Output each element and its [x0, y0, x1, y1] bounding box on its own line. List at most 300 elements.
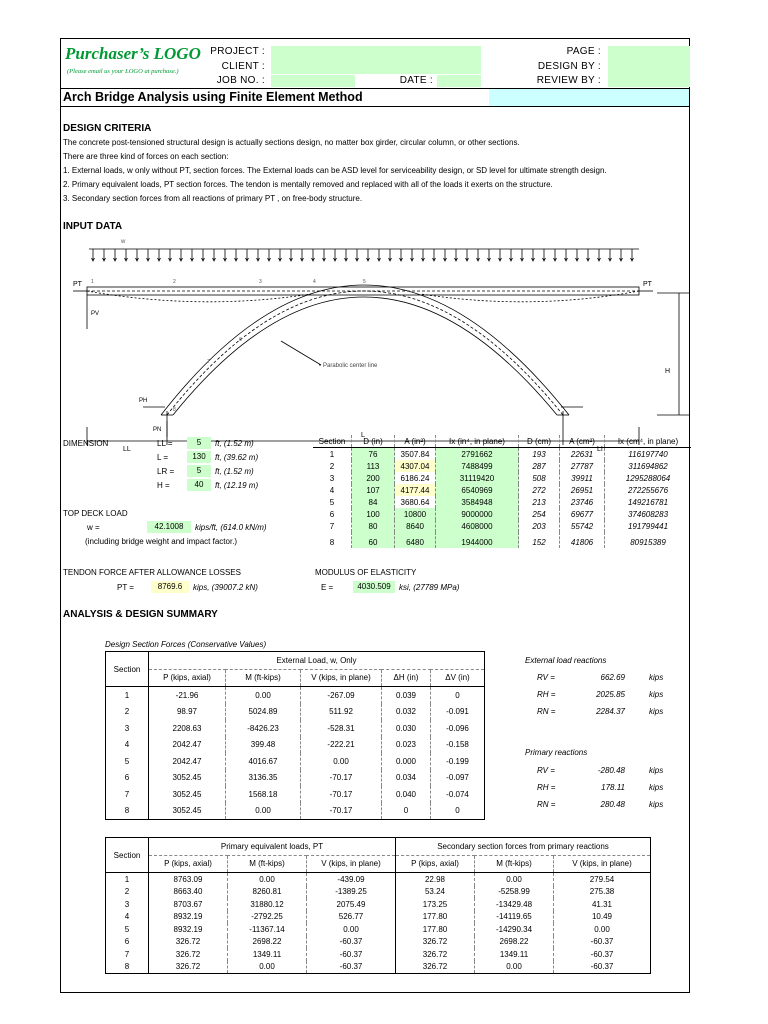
table-cell: 254	[519, 508, 560, 520]
table-cell: 0.030	[382, 720, 431, 737]
table-cell: 508	[519, 472, 560, 484]
reaction-unit: kips	[649, 673, 664, 682]
node-label: 8	[173, 407, 176, 413]
label-ll-left: LL	[123, 446, 131, 453]
table-cell: 3052.45	[149, 803, 226, 820]
table-row	[106, 704, 485, 721]
table-header-row	[313, 435, 691, 448]
design-criteria-heading: DESIGN CRITERIA	[63, 123, 152, 134]
col-header: Section	[313, 435, 352, 448]
table-cell: 53.24	[396, 886, 475, 899]
table-cell: -0.074	[446, 789, 469, 799]
table-cell: 0.00	[475, 961, 554, 974]
dim-unit: ft, (1.52 m)	[215, 467, 254, 476]
table-cell: -0.096	[446, 723, 469, 733]
table-cell: 0.00	[301, 753, 382, 770]
table-cell: 4016.67	[226, 753, 301, 770]
title-cyan-band	[489, 89, 689, 106]
table-cell: 41.31	[591, 899, 613, 909]
jobno-field[interactable]	[271, 75, 355, 87]
col-header: Ix (in⁴, in plane)	[436, 435, 519, 448]
table-cell: 326.72	[149, 961, 228, 974]
table-cell: 80915389	[630, 537, 666, 547]
table-cell: -0.097	[446, 773, 469, 783]
table-cell: 272255676	[627, 485, 669, 495]
col-header: Ix (cm⁴, in plane)	[605, 435, 692, 448]
e-label: E =	[321, 583, 334, 592]
reaction-value: 178.11	[601, 783, 625, 792]
dim-value-h[interactable]: 40	[187, 479, 211, 491]
table-cell: 326.72	[396, 948, 475, 961]
reaction-value: 280.48	[600, 800, 625, 809]
table-cell: -60.37	[590, 962, 614, 972]
table-cell: 0.023	[382, 737, 431, 754]
table-cell: 1295288064	[625, 473, 671, 483]
table-cell: 173.25	[396, 898, 475, 911]
primary-secondary-forces-table	[105, 837, 651, 974]
w-unit: kips/ft, (614.0 kN/m)	[195, 523, 267, 532]
node-label: 3	[259, 279, 262, 285]
table-cell: 8260.81	[228, 886, 307, 899]
col-header: A (in²)	[395, 435, 436, 448]
table-row	[313, 496, 691, 508]
page-design-review-fields[interactable]	[608, 46, 690, 87]
worksheet	[60, 38, 690, 993]
table-cell[interactable]: 7488499	[436, 460, 519, 472]
page-label: PAGE :	[566, 46, 601, 57]
table-cell: 0.00	[228, 873, 307, 886]
table-cell: 0.00	[226, 803, 301, 820]
table-cell: 1349.11	[228, 948, 307, 961]
table-cell: 326.72	[149, 948, 228, 961]
table-cell: 6	[106, 770, 149, 787]
table-cell: 5024.89	[226, 704, 301, 721]
table-cell: 526.77	[307, 911, 396, 924]
label-h: H	[665, 368, 671, 375]
node-label: 7	[207, 359, 210, 365]
col-header: V (kips, in plane)	[301, 669, 382, 687]
table-cell: -0.091	[446, 707, 469, 717]
table-cell: 39911	[560, 472, 605, 484]
table-cell: -13429.48	[475, 898, 554, 911]
table-row	[106, 948, 651, 961]
table-cell[interactable]: 6480	[395, 532, 436, 548]
table-cell[interactable]: 6540969	[436, 484, 519, 496]
pt-label: PT =	[117, 583, 134, 592]
title-bar	[61, 88, 689, 107]
table-cell[interactable]: 60	[352, 532, 395, 548]
criteria-line: The concrete post-tensioned structural design is actually sections design, no matter box girder, circular column, or other sections.	[63, 138, 520, 147]
reaction-name: RH =	[537, 783, 556, 792]
table-cell: 0.032	[382, 704, 431, 721]
prim-reactions-caption: Primary reactions	[525, 748, 588, 757]
node-label: 4	[313, 279, 316, 285]
table-cell: 8663.40	[149, 886, 228, 899]
table-cell[interactable]: 1944000	[436, 532, 519, 548]
table-cell: 287	[519, 460, 560, 472]
client-label: CLIENT :	[221, 61, 265, 72]
reaction-unit: kips	[649, 800, 664, 809]
designby-label: DESIGN BY :	[537, 61, 601, 72]
table-row	[313, 508, 691, 520]
table-row	[313, 472, 691, 484]
table-row	[106, 687, 485, 704]
table-row	[313, 484, 691, 496]
pt-value[interactable]: 8769.6	[151, 581, 189, 593]
table-cell: 1	[313, 448, 352, 461]
node-label: 1	[91, 279, 94, 285]
pt-unit: kips, (39007.2 kN)	[193, 583, 258, 592]
table-row	[106, 873, 651, 886]
criteria-line: There are three kind of forces on each section:	[63, 152, 229, 161]
table-cell: 1	[106, 873, 149, 886]
dim-value-ll[interactable]: 5	[187, 437, 211, 449]
reviewby-label: REVIEW BY :	[536, 75, 601, 86]
reaction-name: RV =	[537, 673, 555, 682]
table-cell: 3	[106, 898, 149, 911]
table-cell: -0.199	[446, 756, 469, 766]
table-cell[interactable]: 8640	[395, 520, 436, 532]
table-cell: 311694862	[628, 461, 668, 471]
table-row	[106, 936, 651, 949]
table-cell: 2042.47	[149, 737, 226, 754]
table-cell: 6	[106, 936, 149, 949]
table-cell: 8703.67	[149, 898, 228, 911]
node-label: 6	[239, 337, 242, 343]
table-cell: -21.96	[149, 687, 226, 704]
dim-unit: ft, (39.62 m)	[215, 453, 259, 462]
table-row	[106, 770, 485, 787]
criteria-line: 2. Primary equivalent loads, PT section forces. The tendon is mentally removed and replaced with all of the loads it exerts on the structure.	[63, 180, 553, 189]
table-row	[313, 532, 691, 548]
table-cell: 0	[382, 803, 431, 820]
table-cell: 193	[519, 448, 560, 461]
table-cell: 0.00	[228, 961, 307, 974]
table-cell: -60.37	[307, 948, 396, 961]
dimension-label: DIMENSION	[63, 439, 109, 448]
table-cell: 26951	[560, 484, 605, 496]
label-ph: PH	[139, 398, 148, 404]
col-header: V (kips, in plane)	[307, 855, 396, 873]
page-title: Arch Bridge Analysis using Finite Element Method	[63, 90, 363, 104]
table-cell: 5	[106, 753, 149, 770]
node-label: 2	[173, 279, 176, 285]
table-cell: 272	[519, 484, 560, 496]
col-header: P (kips, axial)	[396, 855, 475, 873]
summary-heading: ANALYSIS & DESIGN SUMMARY	[63, 609, 218, 620]
table-cell: 8	[106, 803, 149, 820]
table-cell: 3052.45	[149, 770, 226, 787]
table-cell: 4	[106, 911, 149, 924]
col-header: ΔH (in)	[382, 669, 431, 687]
table-cell: 2	[106, 704, 149, 721]
table-cell: 326.72	[396, 936, 475, 949]
e-value[interactable]: 4030.509	[353, 581, 395, 593]
reaction-name: RV =	[537, 766, 555, 775]
table-cell: 279.54	[589, 874, 615, 884]
table-cell: 3	[313, 472, 352, 484]
w-value[interactable]: 42.1008	[147, 521, 191, 533]
table-cell: 3507.84	[395, 448, 436, 461]
table-cell: 98.97	[149, 704, 226, 721]
table-cell[interactable]: 10800	[395, 508, 436, 520]
table-cell: 1349.11	[475, 948, 554, 961]
table-cell[interactable]: 200	[352, 472, 395, 484]
table-cell: 213	[519, 496, 560, 508]
design-criteria-text	[63, 138, 687, 208]
table-cell: 6186.24	[395, 472, 436, 484]
col-header: M (ft-kips)	[226, 669, 301, 687]
table-cell: -60.37	[307, 961, 396, 974]
table-cell: 2698.22	[475, 936, 554, 949]
table-row	[106, 923, 651, 936]
table-cell: -5258.99	[475, 886, 554, 899]
table-cell: -14119.65	[475, 911, 554, 924]
modulus-label: MODULUS OF ELASTICITY	[315, 568, 417, 577]
table-cell[interactable]: 100	[352, 508, 395, 520]
table-row	[106, 961, 651, 974]
top-deck-note: (including bridge weight and impact factor.)	[85, 537, 238, 546]
table-row	[106, 886, 651, 899]
table-cell: 2698.22	[228, 936, 307, 949]
table-cell[interactable]: 76	[352, 448, 395, 461]
input-data-heading: INPUT DATA	[63, 221, 123, 232]
dim-value-lr[interactable]: 5	[187, 465, 211, 477]
table-cell: 374608283	[627, 509, 669, 519]
table-row	[106, 720, 485, 737]
table-row	[106, 803, 485, 820]
label-parabolic: Parabolic center line	[323, 363, 378, 369]
table-cell: 55742	[560, 520, 605, 532]
label-pt-left: PT	[73, 281, 82, 288]
top-deck-label: TOP DECK LOAD	[63, 509, 128, 518]
table-cell: 10.49	[591, 912, 613, 922]
reaction-value: 662.69	[600, 673, 625, 682]
col-header: V (kips, in plane)	[554, 855, 651, 873]
table-row	[106, 911, 651, 924]
table-cell: 3052.45	[149, 786, 226, 803]
table-row	[106, 786, 485, 803]
e-unit: ksi, (27789 MPa)	[399, 583, 460, 592]
dim-name-h: H =	[157, 481, 170, 490]
table-cell: -70.17	[301, 770, 382, 787]
col-header: M (ft-kips)	[228, 855, 307, 873]
table-cell: 0.00	[475, 873, 554, 886]
table-cell: -14290.34	[475, 923, 554, 936]
dim-name-ll: LL =	[157, 439, 173, 448]
table-cell: -70.17	[301, 786, 382, 803]
table-cell: 41806	[560, 532, 605, 548]
group-header: Primary equivalent loads, PT	[149, 838, 396, 856]
table-row	[313, 460, 691, 472]
table-cell: 2	[313, 460, 352, 472]
reaction-name: RN =	[537, 707, 556, 716]
table-row	[313, 520, 691, 532]
col-header: ΔV (in)	[431, 669, 485, 687]
table-cell: 2042.47	[149, 753, 226, 770]
table-cell: 1568.18	[226, 786, 301, 803]
node-label: 5	[363, 279, 366, 285]
table-cell: 3680.64	[395, 496, 436, 508]
table-cell: 275.38	[589, 887, 615, 897]
project-client-field[interactable]	[271, 46, 481, 74]
table-cell: 7	[106, 948, 149, 961]
label-ll-right: LI	[597, 446, 603, 453]
reaction-unit: kips	[649, 766, 664, 775]
section-properties-table	[313, 435, 691, 548]
table-cell: -267.09	[301, 687, 382, 704]
table-cell: 0.00	[307, 923, 396, 936]
dim-unit: ft, (1.52 m)	[215, 439, 254, 448]
design-section-forces-table	[105, 651, 485, 820]
table-cell[interactable]: 2791662	[436, 448, 519, 461]
table-cell: -70.17	[301, 803, 382, 820]
table-row	[313, 448, 691, 461]
table-cell: -60.37	[590, 949, 614, 959]
table-cell: 4177.44	[395, 484, 436, 496]
table-cell: 116197740	[628, 449, 668, 459]
table-row	[106, 898, 651, 911]
reaction-unit: kips	[649, 707, 664, 716]
ext-reactions-caption: External load reactions	[525, 656, 607, 665]
table-row	[106, 737, 485, 754]
label-pv: PV	[91, 311, 100, 317]
table-cell[interactable]: 84	[352, 496, 395, 508]
table1-caption: Design Section Forces (Conservative Values)	[105, 640, 267, 649]
table-cell: 0.00	[594, 924, 610, 934]
w-label: w =	[87, 523, 100, 532]
table-cell: -11367.14	[228, 923, 307, 936]
col-header: Section	[106, 652, 149, 687]
table-cell: 5	[106, 923, 149, 936]
table-cell: 177.80	[396, 923, 475, 936]
table-cell: 1	[106, 687, 149, 704]
table-cell: 5	[313, 496, 352, 508]
table-cell: 8932.19	[149, 923, 228, 936]
date-field[interactable]	[437, 75, 481, 87]
table-cell: 8763.09	[149, 873, 228, 886]
table-cell[interactable]: 113	[352, 460, 395, 472]
table-cell: 31880.12	[228, 898, 307, 911]
table-cell: 6	[313, 508, 352, 520]
table-cell: 8932.19	[149, 911, 228, 924]
jobno-label: JOB NO. :	[216, 75, 265, 86]
table-cell: 326.72	[396, 961, 475, 974]
table-cell: 4	[313, 484, 352, 496]
reaction-unit: kips	[649, 783, 664, 792]
date-label: DATE :	[399, 75, 433, 86]
table-cell: 23746	[560, 496, 605, 508]
table-cell: -222.21	[301, 737, 382, 754]
table-cell: 3	[106, 720, 149, 737]
table-cell: 4307.04	[395, 460, 436, 472]
table-cell: 8	[106, 961, 149, 974]
table-cell: 326.72	[149, 936, 228, 949]
label-pt-right: PT	[643, 281, 652, 288]
table-cell: -528.31	[301, 720, 382, 737]
dim-unit: ft, (12.19 m)	[215, 481, 259, 490]
label-w: w	[121, 239, 126, 245]
table-cell[interactable]: 107	[352, 484, 395, 496]
table-cell: -60.37	[590, 937, 614, 947]
col-header: D (cm)	[519, 435, 560, 448]
reaction-name: RN =	[537, 800, 556, 809]
table-cell[interactable]: 80	[352, 520, 395, 532]
table-cell: 22.98	[396, 873, 475, 886]
label-pn: PN	[153, 427, 162, 433]
table-cell: 0.000	[382, 753, 431, 770]
table-cell: 0.039	[382, 687, 431, 704]
table-cell: 0.00	[226, 687, 301, 704]
dim-name-lr: LR =	[157, 467, 175, 476]
reaction-unit: kips	[649, 690, 664, 699]
table-cell: 0	[455, 690, 460, 700]
table-cell: 0	[455, 806, 460, 816]
table-cell: -8426.23	[226, 720, 301, 737]
table-cell: 8	[313, 532, 352, 548]
col-header: P (kips, axial)	[149, 855, 228, 873]
table-cell: -60.37	[307, 936, 396, 949]
table-cell[interactable]: 4608000	[436, 520, 519, 532]
table-cell: 152	[519, 532, 560, 548]
table-cell[interactable]: 9000000	[436, 508, 519, 520]
table-cell: 511.92	[301, 704, 382, 721]
table-cell[interactable]: 31119420	[436, 472, 519, 484]
col-header: P (kips, axial)	[149, 669, 226, 687]
table-row	[106, 753, 485, 770]
table-cell: 399.48	[226, 737, 301, 754]
table-cell: 22631	[560, 448, 605, 461]
logo-note: (Please email us your LOGO at purchase.)	[67, 68, 179, 75]
criteria-line: 1. External loads, w only without PT, section forces. The External loads can be ASD level for serviceability design, or SD level for ultimate strength design.	[63, 166, 607, 175]
tendon-label: TENDON FORCE AFTER ALLOWANCE LOSSES	[63, 568, 241, 577]
table-cell: 149216781	[627, 497, 669, 507]
table-cell: 27787	[560, 460, 605, 472]
purchaser-logo: Purchaser’s LOGO	[65, 44, 201, 63]
table-cell: 7	[313, 520, 352, 532]
col-header: Section	[106, 838, 149, 873]
group-header: Secondary section forces from primary reactions	[396, 838, 651, 856]
table-cell: 69677	[560, 508, 605, 520]
table-cell: 4	[106, 737, 149, 754]
group-header: External Load, w, Only	[149, 652, 485, 670]
table-cell: 191799441	[627, 521, 669, 531]
table-cell: 0.040	[382, 786, 431, 803]
table-cell: 7	[106, 786, 149, 803]
dim-value-l[interactable]: 130	[187, 451, 211, 463]
table-cell[interactable]: 3584948	[436, 496, 519, 508]
table-cell: 203	[519, 520, 560, 532]
reaction-name: RH =	[537, 690, 556, 699]
col-header: A (cm²)	[560, 435, 605, 448]
table-cell: -2792.25	[228, 911, 307, 924]
dim-name-l: L =	[157, 453, 169, 462]
reaction-value: 2025.85	[596, 690, 625, 699]
col-header: M (ft-kips)	[475, 855, 554, 873]
criteria-line: 3. Secondary section forces from all reactions of primary PT , on free-body structure.	[63, 194, 363, 203]
table-cell: 0.034	[382, 770, 431, 787]
col-header: D (in)	[352, 435, 395, 448]
table-cell: -439.09	[307, 873, 396, 886]
table-cell: -1389.25	[307, 886, 396, 899]
table-cell: 2075.49	[307, 898, 396, 911]
table-cell: 177.80	[396, 911, 475, 924]
reaction-value: -280.48	[597, 766, 625, 775]
reaction-value: 2284.37	[596, 707, 625, 716]
table-cell: 2208.63	[149, 720, 226, 737]
project-label: PROJECT :	[210, 46, 265, 57]
table-cell: -0.158	[446, 740, 469, 750]
